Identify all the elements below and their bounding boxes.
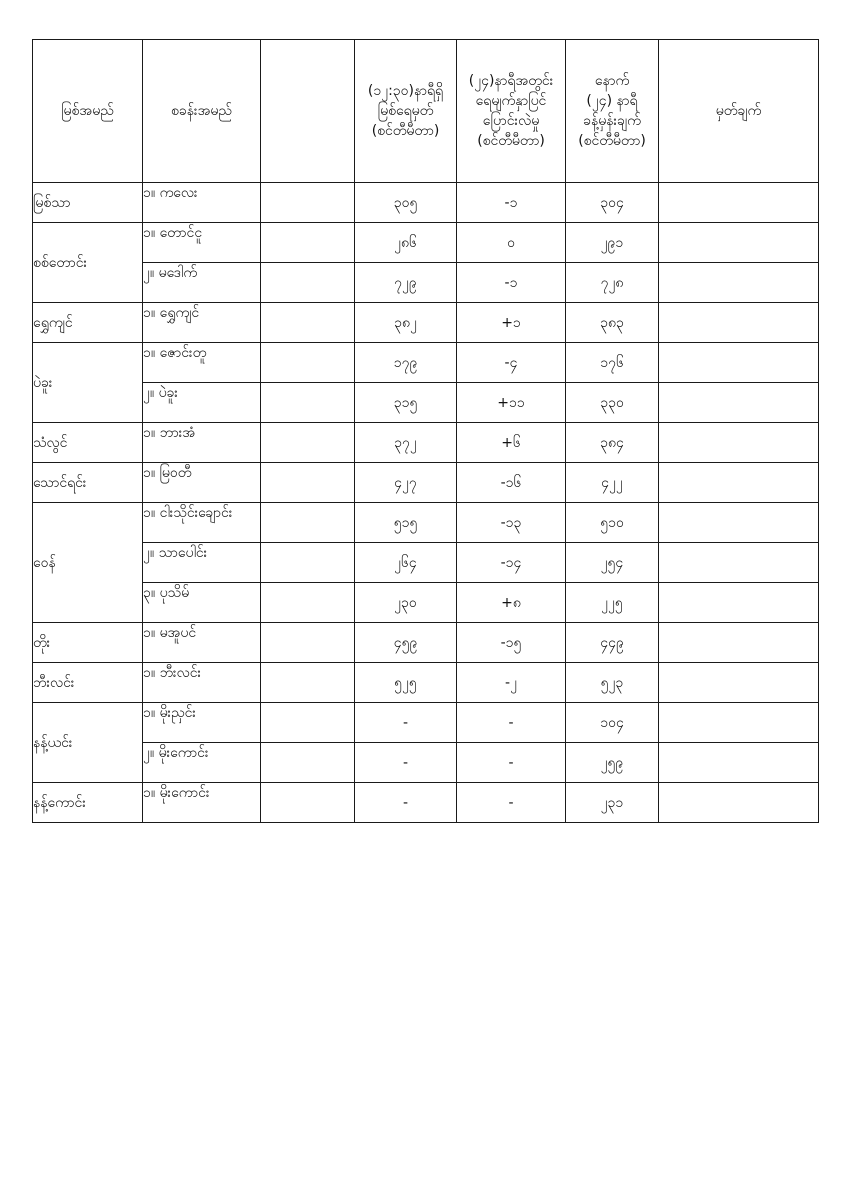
blank-cell xyxy=(261,303,355,343)
water-level-cell: ၄၅၉ xyxy=(355,623,457,663)
blank-cell xyxy=(261,583,355,623)
forecast-cell: ၂၃၁ xyxy=(566,783,659,823)
table-header xyxy=(33,40,819,183)
remarks-cell xyxy=(659,503,819,543)
blank-cell xyxy=(261,263,355,303)
table-row xyxy=(33,583,819,623)
header-station-name: စခန်းအမည် xyxy=(143,40,261,183)
water-level-cell: ၄၂၇ xyxy=(355,463,457,503)
river-name-cell: နန့်ယင်း xyxy=(33,703,143,783)
forecast-cell: ၄၄၉ xyxy=(566,623,659,663)
table-row xyxy=(33,223,819,263)
station-name-cell: ၁။ မိုးညှင်း xyxy=(143,703,261,743)
river-name-cell: တိုး xyxy=(33,623,143,663)
remarks-cell xyxy=(659,263,819,303)
station-name-cell: ၁။ ဇောင်းတူ xyxy=(143,343,261,383)
station-name-cell: ၂။ မဒေါက် xyxy=(143,263,261,303)
change-cell: -၁၃ xyxy=(457,503,566,543)
table-row xyxy=(33,383,819,423)
table-row xyxy=(33,303,819,343)
forecast-cell: ၃၃၀ xyxy=(566,383,659,423)
blank-cell xyxy=(261,743,355,783)
table-row xyxy=(33,543,819,583)
table-row xyxy=(33,263,819,303)
forecast-cell: ၅၂၃ xyxy=(566,663,659,703)
river-name-cell: ရွှေကျင် xyxy=(33,303,143,343)
water-level-cell: ၅၁၅ xyxy=(355,503,457,543)
change-cell: -၂ xyxy=(457,663,566,703)
blank-cell xyxy=(261,703,355,743)
blank-cell xyxy=(261,423,355,463)
river-name-cell: မြစ်သာ xyxy=(33,183,143,223)
blank-cell xyxy=(261,503,355,543)
station-name-cell: ၂။ မိုးကောင်း xyxy=(143,743,261,783)
forecast-cell: ၂၅၉ xyxy=(566,743,659,783)
change-cell: +၁ xyxy=(457,303,566,343)
forecast-cell: ၃၈၄ xyxy=(566,423,659,463)
station-name-cell: ၁။ ကလေး xyxy=(143,183,261,223)
table-row xyxy=(33,743,819,783)
change-cell: +၈ xyxy=(457,583,566,623)
header-blank xyxy=(261,40,355,183)
water-level-cell: ၃၇၂ xyxy=(355,423,457,463)
blank-cell xyxy=(261,343,355,383)
water-level-cell: ၃၈၂ xyxy=(355,303,457,343)
station-name-cell: ၁။ ဘီးလင်း xyxy=(143,663,261,703)
remarks-cell xyxy=(659,223,819,263)
remarks-cell xyxy=(659,303,819,343)
water-level-cell: ၂၆၄ xyxy=(355,543,457,583)
water-level-cell: ၃၁၅ xyxy=(355,383,457,423)
station-name-cell: ၁။ မိုးကောင်း xyxy=(143,783,261,823)
table-row xyxy=(33,623,819,663)
water-level-cell: ၅၂၅ xyxy=(355,663,457,703)
header-remarks: မှတ်ချက် xyxy=(659,40,819,183)
change-cell: - xyxy=(457,703,566,743)
forecast-cell: ၁၀၄ xyxy=(566,703,659,743)
remarks-cell xyxy=(659,423,819,463)
water-level-cell: ၂၃၀ xyxy=(355,583,457,623)
change-cell: - xyxy=(457,743,566,783)
forecast-cell: ၂၂၅ xyxy=(566,583,659,623)
blank-cell xyxy=(261,223,355,263)
water-level-cell: ၁၇၉ xyxy=(355,343,457,383)
water-level-cell: ၃၀၅ xyxy=(355,183,457,223)
blank-cell xyxy=(261,663,355,703)
remarks-cell xyxy=(659,583,819,623)
blank-cell xyxy=(261,783,355,823)
table-body xyxy=(33,183,819,823)
river-name-cell: ပဲခူး xyxy=(33,343,143,423)
header-river-name: မြစ်အမည် xyxy=(33,40,143,183)
change-cell: - xyxy=(457,783,566,823)
river-name-cell: သံလွင် xyxy=(33,423,143,463)
header-24h-change: (၂၄)နာရီအတွင်း ရေမျက်နှာပြင် ပြောင်းလဲမှု (စင်တီမီတာ) xyxy=(457,40,566,183)
change-cell: -၁၄ xyxy=(457,543,566,583)
station-name-cell: ၁။ တောင်ငူ xyxy=(143,223,261,263)
blank-cell xyxy=(261,463,355,503)
table-row xyxy=(33,503,819,543)
change-cell: -၁၅ xyxy=(457,623,566,663)
table-row xyxy=(33,663,819,703)
table-row xyxy=(33,703,819,743)
station-name-cell: ၁။ မြဝတီ xyxy=(143,463,261,503)
forecast-cell: ၁၇၆ xyxy=(566,343,659,383)
remarks-cell xyxy=(659,183,819,223)
station-name-cell: ၁။ ရွှေကျင် xyxy=(143,303,261,343)
blank-cell xyxy=(261,623,355,663)
header-row xyxy=(33,40,819,183)
change-cell: +၁၁ xyxy=(457,383,566,423)
water-level-cell: ၇၂၉ xyxy=(355,263,457,303)
remarks-cell xyxy=(659,783,819,823)
water-level-cell: ၂၈၆ xyxy=(355,223,457,263)
station-name-cell: ၂။ သာပေါင်း xyxy=(143,543,261,583)
remarks-cell xyxy=(659,663,819,703)
table-row xyxy=(33,463,819,503)
station-name-cell: ၁။ ဘားအံ xyxy=(143,423,261,463)
blank-cell xyxy=(261,383,355,423)
change-cell: -၁ xyxy=(457,263,566,303)
river-name-cell: ဝေန် xyxy=(33,503,143,623)
river-name-cell: စစ်တောင်း xyxy=(33,223,143,303)
station-name-cell: ၁။ မအူပင် xyxy=(143,623,261,663)
header-forecast: နောက် (၂၄) နာရီ ခန့်မှန်းချက် (စင်တီမီတာ) xyxy=(566,40,659,183)
header-water-level: (၁၂:၃၀)နာရီရှိ မြစ်ရေမှတ် (စင်တီမီတာ) xyxy=(355,40,457,183)
station-name-cell: ၃။ ပုသိမ် xyxy=(143,583,261,623)
change-cell: -၄ xyxy=(457,343,566,383)
river-name-cell: ဘီးလင်း xyxy=(33,663,143,703)
station-name-cell: ၁။ ငါးသိုင်းချောင်း xyxy=(143,503,261,543)
remarks-cell xyxy=(659,463,819,503)
remarks-cell xyxy=(659,743,819,783)
table-row xyxy=(33,783,819,823)
table-row xyxy=(33,183,819,223)
water-level-cell: - xyxy=(355,783,457,823)
change-cell: -၁ xyxy=(457,183,566,223)
blank-cell xyxy=(261,183,355,223)
forecast-cell: ၅၁၀ xyxy=(566,503,659,543)
change-cell: +၆ xyxy=(457,423,566,463)
water-level-cell: - xyxy=(355,703,457,743)
forecast-cell: ၂၉၁ xyxy=(566,223,659,263)
river-name-cell: သောင်ရင်း xyxy=(33,463,143,503)
river-name-cell: နန့်ကောင်း xyxy=(33,783,143,823)
forecast-cell: ၇၂၈ xyxy=(566,263,659,303)
forecast-cell: ၄၂၂ xyxy=(566,463,659,503)
water-level-cell: - xyxy=(355,743,457,783)
remarks-cell xyxy=(659,343,819,383)
forecast-cell: ၃၀၄ xyxy=(566,183,659,223)
table-row xyxy=(33,423,819,463)
station-name-cell: ၂။ ပဲခူး xyxy=(143,383,261,423)
forecast-cell: ၂၅၄ xyxy=(566,543,659,583)
change-cell: -၁၆ xyxy=(457,463,566,503)
remarks-cell xyxy=(659,543,819,583)
change-cell: ၀ xyxy=(457,223,566,263)
forecast-cell: ၃၈၃ xyxy=(566,303,659,343)
remarks-cell xyxy=(659,383,819,423)
table-row xyxy=(33,343,819,383)
remarks-cell xyxy=(659,623,819,663)
remarks-cell xyxy=(659,703,819,743)
river-water-level-table xyxy=(32,39,819,823)
blank-cell xyxy=(261,543,355,583)
